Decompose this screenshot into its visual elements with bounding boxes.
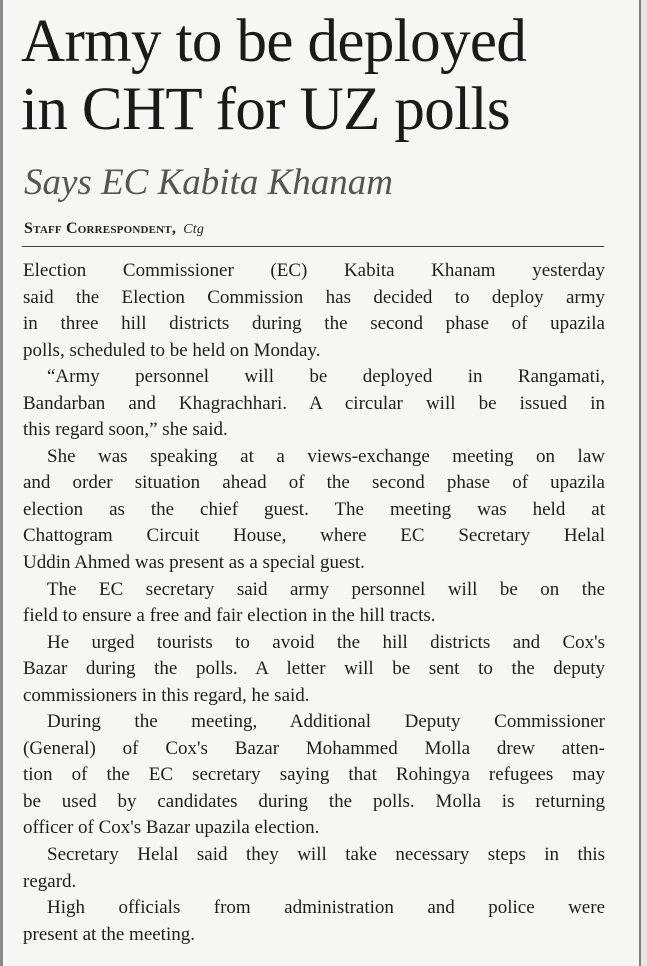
headline: [21, 8, 621, 144]
article-paragraph: [23, 709, 605, 842]
article-line: tion of the EC secretary saying that Rohingya refugees may: [23, 764, 605, 786]
article-paragraph: [23, 842, 605, 895]
headline-line: in CHT for UZ polls: [21, 76, 511, 143]
headline-line: Army to be deployed: [21, 8, 527, 75]
article-line: be used by candidates during the polls. Molla is returning: [23, 790, 605, 812]
article-line: field to ensure a free and fair election in the hill tracts.: [23, 605, 436, 627]
article-line: Chattogram Circuit House, where EC Secretary Helal: [23, 525, 605, 547]
article-line: The EC secretary said army personnel will be on the: [47, 578, 605, 600]
subheadline: Says EC Kabita Khanam: [24, 162, 393, 203]
article-line: She was speaking at a views-exchange meeting on law: [47, 445, 605, 467]
right-border: [639, 0, 641, 966]
byline-author: Staff Correspondent,: [24, 220, 177, 237]
article-line: officer of Cox's Bazar upazila election.: [23, 817, 320, 839]
article-paragraph: [23, 258, 605, 364]
article-line: He urged tourists to avoid the hill districts and Cox's: [47, 631, 605, 653]
article-line: regard.: [23, 870, 77, 892]
article-line: Bazar during the polls. A letter will be sent to the deputy: [23, 658, 605, 680]
article-line: in three hill districts during the second phase of upazila: [23, 313, 605, 335]
article-line: election as the chief guest. The meeting was held at: [23, 498, 605, 520]
article-line: Election Commissioner (EC) Kabita Khanam yesterday: [23, 260, 605, 281]
article-line: Uddin Ahmed was present as a special guest.: [23, 552, 365, 574]
article-line: commissioners in this regard, he said.: [23, 684, 310, 706]
article-paragraph: [23, 630, 605, 710]
article-paragraph: [23, 577, 605, 630]
article-line: present at the meeting.: [23, 923, 195, 945]
byline-place: Ctg: [183, 222, 205, 237]
article-line: and order situation ahead of the second phase of upazila: [23, 472, 605, 494]
article-body: [23, 258, 605, 948]
article-line: During the meeting, Additional Deputy Commissioner: [47, 711, 605, 733]
article-paragraph: [23, 364, 605, 444]
article-line: said the Election Commission has decided to deploy army: [23, 286, 605, 308]
byline: [24, 218, 204, 241]
article-line: Bandarban and Khagrachhari. A circular will be issued in: [23, 392, 605, 414]
article-line: polls, scheduled to be held on Monday.: [23, 339, 321, 361]
left-border: [0, 0, 3, 966]
article-line: “Army personnel will be deployed in Rangamati,: [47, 366, 605, 388]
article-paragraph: [23, 444, 605, 577]
byline-divider: [22, 246, 604, 247]
article-line: High officials from administration and police were: [47, 897, 605, 919]
article-line: Secretary Helal said they will take necessary steps in this: [47, 844, 605, 866]
right-margin: [641, 0, 647, 966]
article-paragraph: [23, 895, 605, 948]
article-line: this regard soon,” she said.: [23, 419, 228, 441]
article-line: (General) of Cox's Bazar Mohammed Molla drew atten-: [23, 737, 605, 759]
